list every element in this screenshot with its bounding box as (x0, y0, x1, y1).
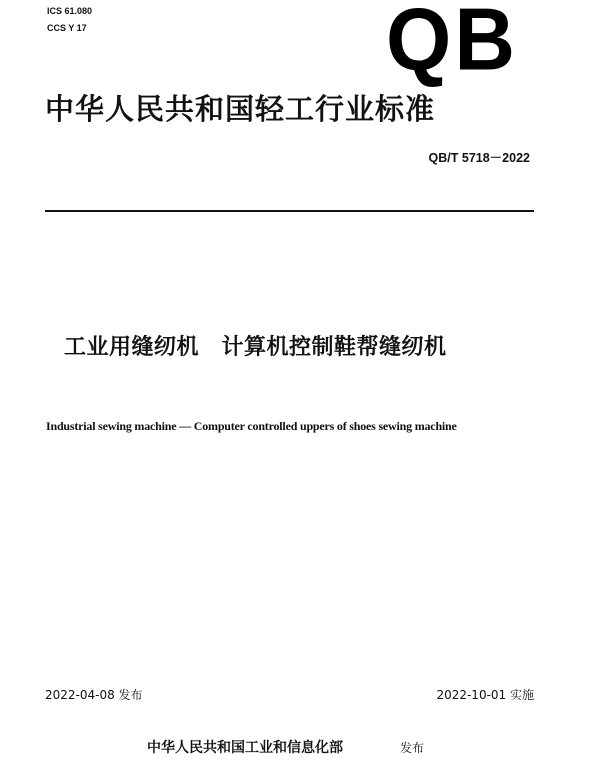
implementation-date: 2022-10-01 实施 (436, 688, 534, 702)
standard-number: QB/T 5718－2022 (428, 151, 530, 165)
qb-logo: QB (386, 0, 518, 89)
document-title-chinese: 工业用缝纫机 计算机控制鞋帮缝纫机 (64, 335, 447, 360)
industry-standard-heading: 中华人民共和国轻工行业标准 (45, 92, 436, 126)
issue-date: 2022-04-08 发布 (45, 688, 143, 702)
publisher-name: 中华人民共和国工业和信息化部 (147, 740, 343, 756)
ics-code: ICS 61.080 (47, 6, 93, 16)
horizontal-rule (45, 210, 534, 212)
document-title-english: Industrial sewing machine — Computer controlled uppers of shoes sewing machine (46, 419, 457, 433)
ccs-code: CCS Y 17 (47, 23, 87, 33)
publish-label: 发布 (400, 741, 425, 755)
